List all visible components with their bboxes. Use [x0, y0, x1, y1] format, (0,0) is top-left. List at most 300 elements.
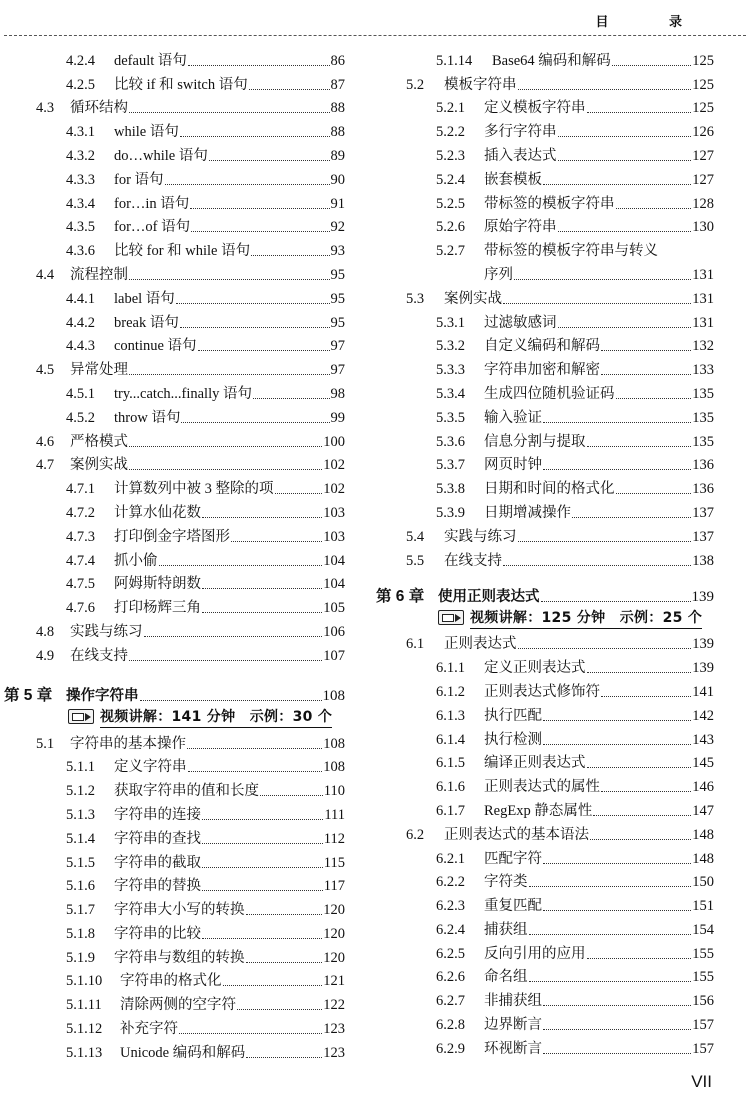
toc-entry-title: 正则表达式	[444, 636, 517, 653]
toc-entry-page: 115	[323, 854, 345, 871]
toc-entry-page: 87	[330, 76, 345, 93]
toc-chapter[interactable]	[0, 675, 345, 705]
dot-leader	[558, 231, 692, 232]
toc-entry-page: 147	[692, 802, 714, 819]
toc-entry-page: 120	[323, 949, 345, 966]
toc-entry-page: 131	[692, 266, 714, 283]
toc-section[interactable]	[0, 94, 345, 118]
toc-subsection[interactable]	[0, 236, 345, 260]
dot-leader	[180, 327, 330, 328]
toc-subsection[interactable]	[0, 332, 345, 356]
toc-entry-number: 5.1.12	[66, 1021, 103, 1038]
header-title: 目 录	[595, 15, 710, 30]
toc-entry-page: 137	[692, 528, 714, 545]
toc-subsection[interactable]	[372, 891, 714, 915]
toc-entry-number: 5.1.8	[66, 925, 95, 942]
toc-entry-title: throw 语句	[114, 409, 181, 426]
toc-entry-title: 重复匹配	[484, 898, 542, 915]
toc-entry-title: 字符类	[484, 874, 528, 891]
section-gap	[0, 665, 345, 675]
toc-subsection[interactable]	[0, 141, 345, 165]
toc-entry-title: 捕获组	[484, 921, 528, 938]
toc-entry-title: break 语句	[114, 314, 179, 331]
toc-entry-title: 字符串与数组的转换	[114, 949, 245, 966]
toc-subsection[interactable]	[372, 332, 714, 356]
toc-entry-title: 字符串大小写的转换	[114, 902, 245, 919]
toc-entry-number: 5.3.3	[436, 362, 465, 379]
toc-subsection[interactable]	[0, 308, 345, 332]
toc-section[interactable]	[0, 427, 345, 451]
toc-entry-title: 执行匹配	[484, 707, 542, 724]
toc-entry-number: 5.2.6	[436, 219, 465, 236]
toc-subsection[interactable]	[372, 653, 714, 677]
toc-subsection[interactable]	[0, 1038, 345, 1062]
dot-leader	[518, 648, 692, 649]
toc-subsection[interactable]	[0, 776, 345, 800]
toc-entry-number: 4.9	[36, 647, 55, 664]
toc-subsection[interactable]	[0, 872, 345, 896]
dot-leader	[191, 231, 329, 232]
toc-entry-page: 136	[692, 457, 714, 474]
toc-entry-page: 107	[323, 647, 345, 664]
toc-entry-number: 5.4	[406, 528, 425, 545]
dot-leader	[593, 815, 691, 816]
toc-entry-number: 5.3	[406, 290, 425, 307]
toc-entry-page: 106	[323, 623, 345, 640]
dot-leader	[129, 660, 322, 661]
dot-leader	[251, 255, 329, 256]
toc-subsection[interactable]	[0, 967, 345, 991]
toc-entry-number: 5.1.2	[66, 783, 95, 800]
toc-entry-title: RegExp 静态属性	[484, 802, 593, 819]
toc-subsection[interactable]	[372, 1010, 714, 1034]
toc-entry-title: 定义字符串	[114, 759, 187, 776]
dot-leader	[543, 744, 691, 745]
toc-entry-number: 4.7.3	[66, 528, 95, 545]
toc-entry-page: 137	[692, 504, 714, 521]
video-info-line	[372, 606, 714, 630]
toc-entry-page: 102	[323, 481, 345, 498]
toc-entry-page: 92	[330, 219, 345, 236]
toc-subsection[interactable]	[0, 919, 345, 943]
toc-entry-title: 异常处理	[70, 362, 128, 379]
dot-leader	[129, 446, 322, 447]
toc-entry-title: 打印杨辉三角	[114, 600, 201, 617]
toc-entry-page: 127	[692, 171, 714, 188]
toc-subsection[interactable]	[0, 46, 345, 70]
dot-leader	[246, 1057, 322, 1058]
toc-entry-title: 正则表达式修饰符	[484, 683, 600, 700]
dot-leader	[202, 890, 323, 891]
toc-subsection[interactable]	[0, 895, 345, 919]
toc-entry-number: 5.2	[406, 76, 425, 93]
toc-entry-number: 4.4.1	[66, 290, 95, 307]
toc-subsection[interactable]	[0, 593, 345, 617]
toc-entry-page: 104	[323, 552, 345, 569]
toc-entry-number: 5.2.4	[436, 171, 465, 188]
toc-entry-page: 99	[330, 409, 345, 426]
toc-subsection[interactable]	[0, 753, 345, 777]
toc-entry-page: 103	[323, 504, 345, 521]
toc-section[interactable]	[372, 820, 714, 844]
dot-leader	[209, 160, 330, 161]
toc-subsection[interactable]	[372, 94, 714, 118]
toc-entry-number: 6.2.1	[436, 850, 465, 867]
dot-leader	[558, 136, 692, 137]
toc-entry-number: 4.7.1	[66, 481, 95, 498]
toc-entry-number: 6.2.7	[436, 993, 465, 1010]
dot-leader	[202, 517, 322, 518]
toc-entry-page: 97	[330, 338, 345, 355]
toc-entry-page: 125	[692, 52, 714, 69]
video-camera-icon	[438, 610, 464, 625]
dot-leader	[543, 863, 691, 864]
toc-entry-page: 135	[692, 433, 714, 450]
toc-subsection[interactable]	[372, 725, 714, 749]
toc-entry-number: 5.3.4	[436, 385, 465, 402]
toc-subsection[interactable]	[372, 165, 714, 189]
toc-subsection[interactable]	[0, 165, 345, 189]
toc-subsection[interactable]	[0, 379, 345, 403]
toc-entry-number: 6.1.7	[436, 802, 465, 819]
toc-entry-number: 6.1.1	[436, 660, 465, 677]
toc-entry-title: 模板字符串	[444, 76, 517, 93]
toc-entry-title: for 语句	[114, 171, 164, 188]
toc-entry-title: 比较 if 和 switch 语句	[114, 76, 248, 93]
toc-subsection[interactable]	[372, 1034, 714, 1058]
toc-entry-title: 循环结构	[70, 100, 128, 117]
toc-entry-page: 122	[323, 997, 345, 1014]
dot-leader	[503, 565, 691, 566]
toc-chapter[interactable]	[372, 576, 714, 606]
toc-entry-page: 127	[692, 147, 714, 164]
toc-entry-number: 4.4.3	[66, 338, 95, 355]
toc-entry-title: default 语句	[114, 52, 187, 69]
dot-leader	[601, 791, 691, 792]
video-info-text: 视频讲解：125 分钟 示例：25 个	[470, 607, 702, 629]
toc-entry-page: 105	[323, 600, 345, 617]
toc-subsection[interactable]	[0, 284, 345, 308]
dot-leader	[179, 1033, 322, 1034]
dot-leader	[260, 795, 323, 796]
toc-entry-title: 插入表达式	[484, 147, 557, 164]
dot-leader	[202, 938, 322, 939]
toc-entry-title: 字符串的比较	[114, 925, 201, 942]
toc-entry-page: 123	[323, 1021, 345, 1038]
toc-subsection[interactable]	[372, 141, 714, 165]
toc-subsection[interactable]	[372, 427, 714, 451]
toc-entry-title: 实践与练习	[444, 528, 517, 545]
toc-entry-number: 4.5.2	[66, 409, 95, 426]
toc-entry-number: 5.1.7	[66, 902, 95, 919]
toc-entry-page: 104	[323, 576, 345, 593]
toc-entry-title: label 语句	[114, 290, 175, 307]
toc-section[interactable]	[372, 630, 714, 654]
toc-section[interactable]	[372, 284, 714, 308]
dot-leader	[140, 700, 322, 701]
toc-entry-page: 136	[692, 481, 714, 498]
toc-entry-page: 108	[322, 687, 345, 704]
toc-entry-page: 91	[330, 195, 345, 212]
toc-subsection[interactable]	[0, 189, 345, 213]
toc-subsection[interactable]	[372, 986, 714, 1010]
toc-subsection[interactable]	[372, 772, 714, 796]
toc-subsection[interactable]	[372, 844, 714, 868]
toc-subsection[interactable]	[372, 379, 714, 403]
toc-entry-number: 第 6 章	[376, 587, 425, 605]
toc-entry-number: 6.1.2	[436, 683, 465, 700]
toc-entry-page: 156	[692, 993, 714, 1010]
toc-entry-page: 141	[692, 683, 714, 700]
toc-entry-title: 字符串的连接	[114, 806, 201, 823]
toc-entry-page: 103	[323, 528, 345, 545]
toc-section[interactable]	[0, 729, 345, 753]
toc-entry-page: 90	[330, 171, 345, 188]
dot-leader	[612, 65, 691, 66]
toc-entry-number: 6.1.3	[436, 707, 465, 724]
dot-leader	[601, 350, 691, 351]
toc-subsection[interactable]	[0, 1014, 345, 1038]
toc-section[interactable]	[372, 522, 714, 546]
toc-entry-title: 计算数列中被 3 整除的项	[114, 481, 274, 498]
toc-subsection[interactable]	[0, 546, 345, 570]
dot-leader	[202, 588, 322, 589]
toc-entry-page: 145	[692, 755, 714, 772]
dot-leader	[543, 469, 691, 470]
toc-subsection[interactable]	[0, 403, 345, 427]
toc-entry-page: 95	[330, 314, 345, 331]
toc-entry-page: 121	[323, 973, 345, 990]
toc-section[interactable]	[0, 451, 345, 475]
toc-entry-number: 5.1.13	[66, 1044, 103, 1061]
toc-entry-page: 155	[692, 969, 714, 986]
dot-leader	[188, 771, 323, 772]
toc-entry-number: 5.3.7	[436, 457, 465, 474]
toc-entry-number: 4.5	[36, 362, 55, 379]
toc-subsection[interactable]	[372, 451, 714, 475]
toc-entry-page: 146	[692, 779, 714, 796]
toc-subsection[interactable]	[0, 943, 345, 967]
dot-leader	[543, 720, 691, 721]
toc-entry-number: 5.1.6	[66, 878, 95, 895]
toc-section[interactable]	[0, 641, 345, 665]
toc-subsection[interactable]	[0, 70, 345, 94]
toc-entry-title: 生成四位随机验证码	[484, 385, 615, 402]
toc-entry-number: 5.2.5	[436, 195, 465, 212]
toc-subsection[interactable]	[0, 824, 345, 848]
toc-entry-continuation[interactable]	[372, 260, 714, 284]
toc-entry-page: 143	[692, 731, 714, 748]
dot-leader	[275, 493, 323, 494]
toc-entry-number: 6.1.5	[436, 755, 465, 772]
toc-subsection[interactable]	[0, 474, 345, 498]
toc-entry-title: 在线支持	[444, 552, 502, 569]
toc-entry-number: 4.7.4	[66, 552, 95, 569]
dot-leader	[165, 184, 330, 185]
toc-entry-page: 89	[330, 147, 345, 164]
dot-leader	[231, 541, 322, 542]
toc-entry-number: 4.5.1	[66, 385, 95, 402]
dot-leader	[190, 208, 329, 209]
toc-subsection[interactable]	[0, 570, 345, 594]
dot-leader	[202, 819, 323, 820]
toc-entry-number: 6.2	[406, 826, 425, 843]
toc-subsection[interactable]	[372, 963, 714, 987]
dot-leader	[587, 672, 692, 673]
toc-entry-title: 计算水仙花数	[114, 504, 201, 521]
video-info-line	[0, 705, 345, 729]
toc-subsection[interactable]	[0, 213, 345, 237]
dot-leader	[129, 374, 330, 375]
toc-entry-title: for…in 语句	[114, 195, 190, 212]
toc-entry-title: 严格模式	[70, 433, 128, 450]
toc-entry-title: 字符串的替换	[114, 878, 201, 895]
dot-leader	[616, 398, 692, 399]
toc-entry-title: 匹配字符	[484, 850, 542, 867]
toc-entry-title: do…while 语句	[114, 147, 208, 164]
toc-entry-number: 4.3.4	[66, 195, 95, 212]
toc-entry-number: 5.3.6	[436, 433, 465, 450]
dot-leader	[587, 767, 692, 768]
toc-entry-page: 125	[692, 76, 714, 93]
toc-section[interactable]	[372, 546, 714, 570]
toc-subsection[interactable]	[372, 474, 714, 498]
toc-entry-page: 120	[323, 925, 345, 942]
toc-entry-title: 比较 for 和 while 语句	[114, 243, 251, 260]
toc-entry-page: 123	[323, 1044, 345, 1061]
toc-subsection[interactable]	[372, 701, 714, 725]
toc-entry-number: 5.2.1	[436, 100, 465, 117]
toc-entry-number: 5.2.3	[436, 147, 465, 164]
toc-entry-number: 6.1.6	[436, 779, 465, 796]
toc-subsection[interactable]	[372, 403, 714, 427]
toc-subsection[interactable]	[372, 868, 714, 892]
toc-entry-title: 日期和时间的格式化	[484, 481, 615, 498]
toc-entry-number: 5.1.5	[66, 854, 95, 871]
toc-entry-title: 案例实战	[444, 290, 502, 307]
toc-entry-number: 4.2.4	[66, 52, 95, 69]
dot-leader	[529, 981, 692, 982]
toc-entry-page: 125	[692, 100, 714, 117]
toc-subsection[interactable]	[372, 498, 714, 522]
dot-leader	[503, 303, 691, 304]
toc-entry-number: 4.3	[36, 100, 55, 117]
toc-entry-title: 编译正则表达式	[484, 755, 586, 772]
toc-entry-number: 5.5	[406, 552, 425, 569]
toc-entry-page: 139	[691, 588, 714, 605]
toc-entry-title: 获取字符串的值和长度	[114, 783, 259, 800]
toc-entry-number: 4.8	[36, 623, 55, 640]
toc-entry-number: 6.1	[406, 636, 425, 653]
toc-subsection[interactable]	[372, 677, 714, 701]
toc-entry-title: 字符串的截取	[114, 854, 201, 871]
toc-entry-number: 5.2.7	[436, 243, 465, 260]
toc-entry-number: 5.1.4	[66, 830, 95, 847]
toc-subsection[interactable]	[372, 796, 714, 820]
toc-subsection[interactable]	[372, 46, 714, 70]
toc-subsection[interactable]	[372, 915, 714, 939]
toc-entry-title: Unicode 编码和解码	[120, 1044, 246, 1061]
toc-entry-title: 打印倒金字塔图形	[114, 528, 230, 545]
dot-leader	[187, 748, 322, 749]
toc-subsection[interactable]	[0, 990, 345, 1014]
dot-leader	[159, 565, 323, 566]
toc-entry-page: 130	[692, 219, 714, 236]
video-info-text: 视频讲解：141 分钟 示例：30 个	[100, 706, 332, 728]
toc-subsection[interactable]	[372, 213, 714, 237]
toc-entry-page: 108	[323, 759, 345, 776]
dot-leader	[514, 279, 691, 280]
toc-entry-number: 6.2.4	[436, 921, 465, 938]
toc-subsection[interactable]	[0, 800, 345, 824]
toc-entry-number: 4.7.6	[66, 600, 95, 617]
toc-section[interactable]	[372, 70, 714, 94]
toc-entry-page: 95	[330, 290, 345, 307]
dot-leader	[601, 696, 691, 697]
toc-subsection[interactable]	[0, 117, 345, 141]
toc-entry-number: 4.3.1	[66, 124, 95, 141]
dot-leader	[129, 112, 330, 113]
toc-entry-number: 6.2.3	[436, 898, 465, 915]
toc-entry-number: 4.3.3	[66, 171, 95, 188]
toc-entry-page: 151	[692, 898, 714, 915]
toc-section[interactable]	[0, 260, 345, 284]
toc-section[interactable]	[0, 617, 345, 641]
toc-subsection[interactable]	[372, 939, 714, 963]
toc-entry-page: 111	[324, 806, 345, 823]
toc-entry-title: 嵌套模板	[484, 171, 542, 188]
toc-entry-title: 案例实战	[70, 457, 128, 474]
toc-entry-title: 网页时钟	[484, 457, 542, 474]
toc-subsection[interactable]	[372, 189, 714, 213]
dot-leader	[543, 1005, 691, 1006]
dot-leader	[202, 867, 323, 868]
toc-subsection[interactable]	[372, 355, 714, 379]
toc-left-column	[0, 46, 345, 1062]
toc-entry-page: 98	[330, 385, 345, 402]
toc-entry-number: 5.1.11	[66, 997, 102, 1014]
toc-entry-page: 131	[692, 314, 714, 331]
toc-entry-page: 108	[323, 735, 345, 752]
dot-leader	[249, 89, 330, 90]
dot-leader	[529, 886, 692, 887]
toc-entry-page: 139	[692, 660, 714, 677]
toc-entry-number: 4.3.2	[66, 147, 95, 164]
toc-subsection[interactable]	[0, 522, 345, 546]
toc-entry-title: 抓小偷	[114, 552, 158, 569]
toc-subsection[interactable]	[372, 749, 714, 773]
dot-leader	[590, 839, 691, 840]
dot-leader	[616, 493, 692, 494]
toc-entry-title: 正则表达式的属性	[484, 779, 600, 796]
toc-entry-number: 4.3.5	[66, 219, 95, 236]
toc-entry-title: 过滤敏感词	[484, 314, 557, 331]
dot-leader	[180, 136, 330, 137]
header-divider	[4, 35, 746, 36]
toc-entry-title: 在线支持	[70, 647, 128, 664]
toc-subsection[interactable]	[372, 236, 714, 260]
toc-subsection[interactable]	[0, 848, 345, 872]
toc-entry-page: 139	[692, 636, 714, 653]
toc-entry-number: 4.3.6	[66, 243, 95, 260]
toc-subsection[interactable]	[372, 308, 714, 332]
toc-subsection[interactable]	[0, 498, 345, 522]
toc-entry-page: 133	[692, 362, 714, 379]
toc-entry-page: 131	[692, 290, 714, 307]
toc-subsection[interactable]	[372, 117, 714, 141]
toc-entry-title: try...catch...finally 语句	[114, 385, 252, 402]
toc-section[interactable]	[0, 355, 345, 379]
